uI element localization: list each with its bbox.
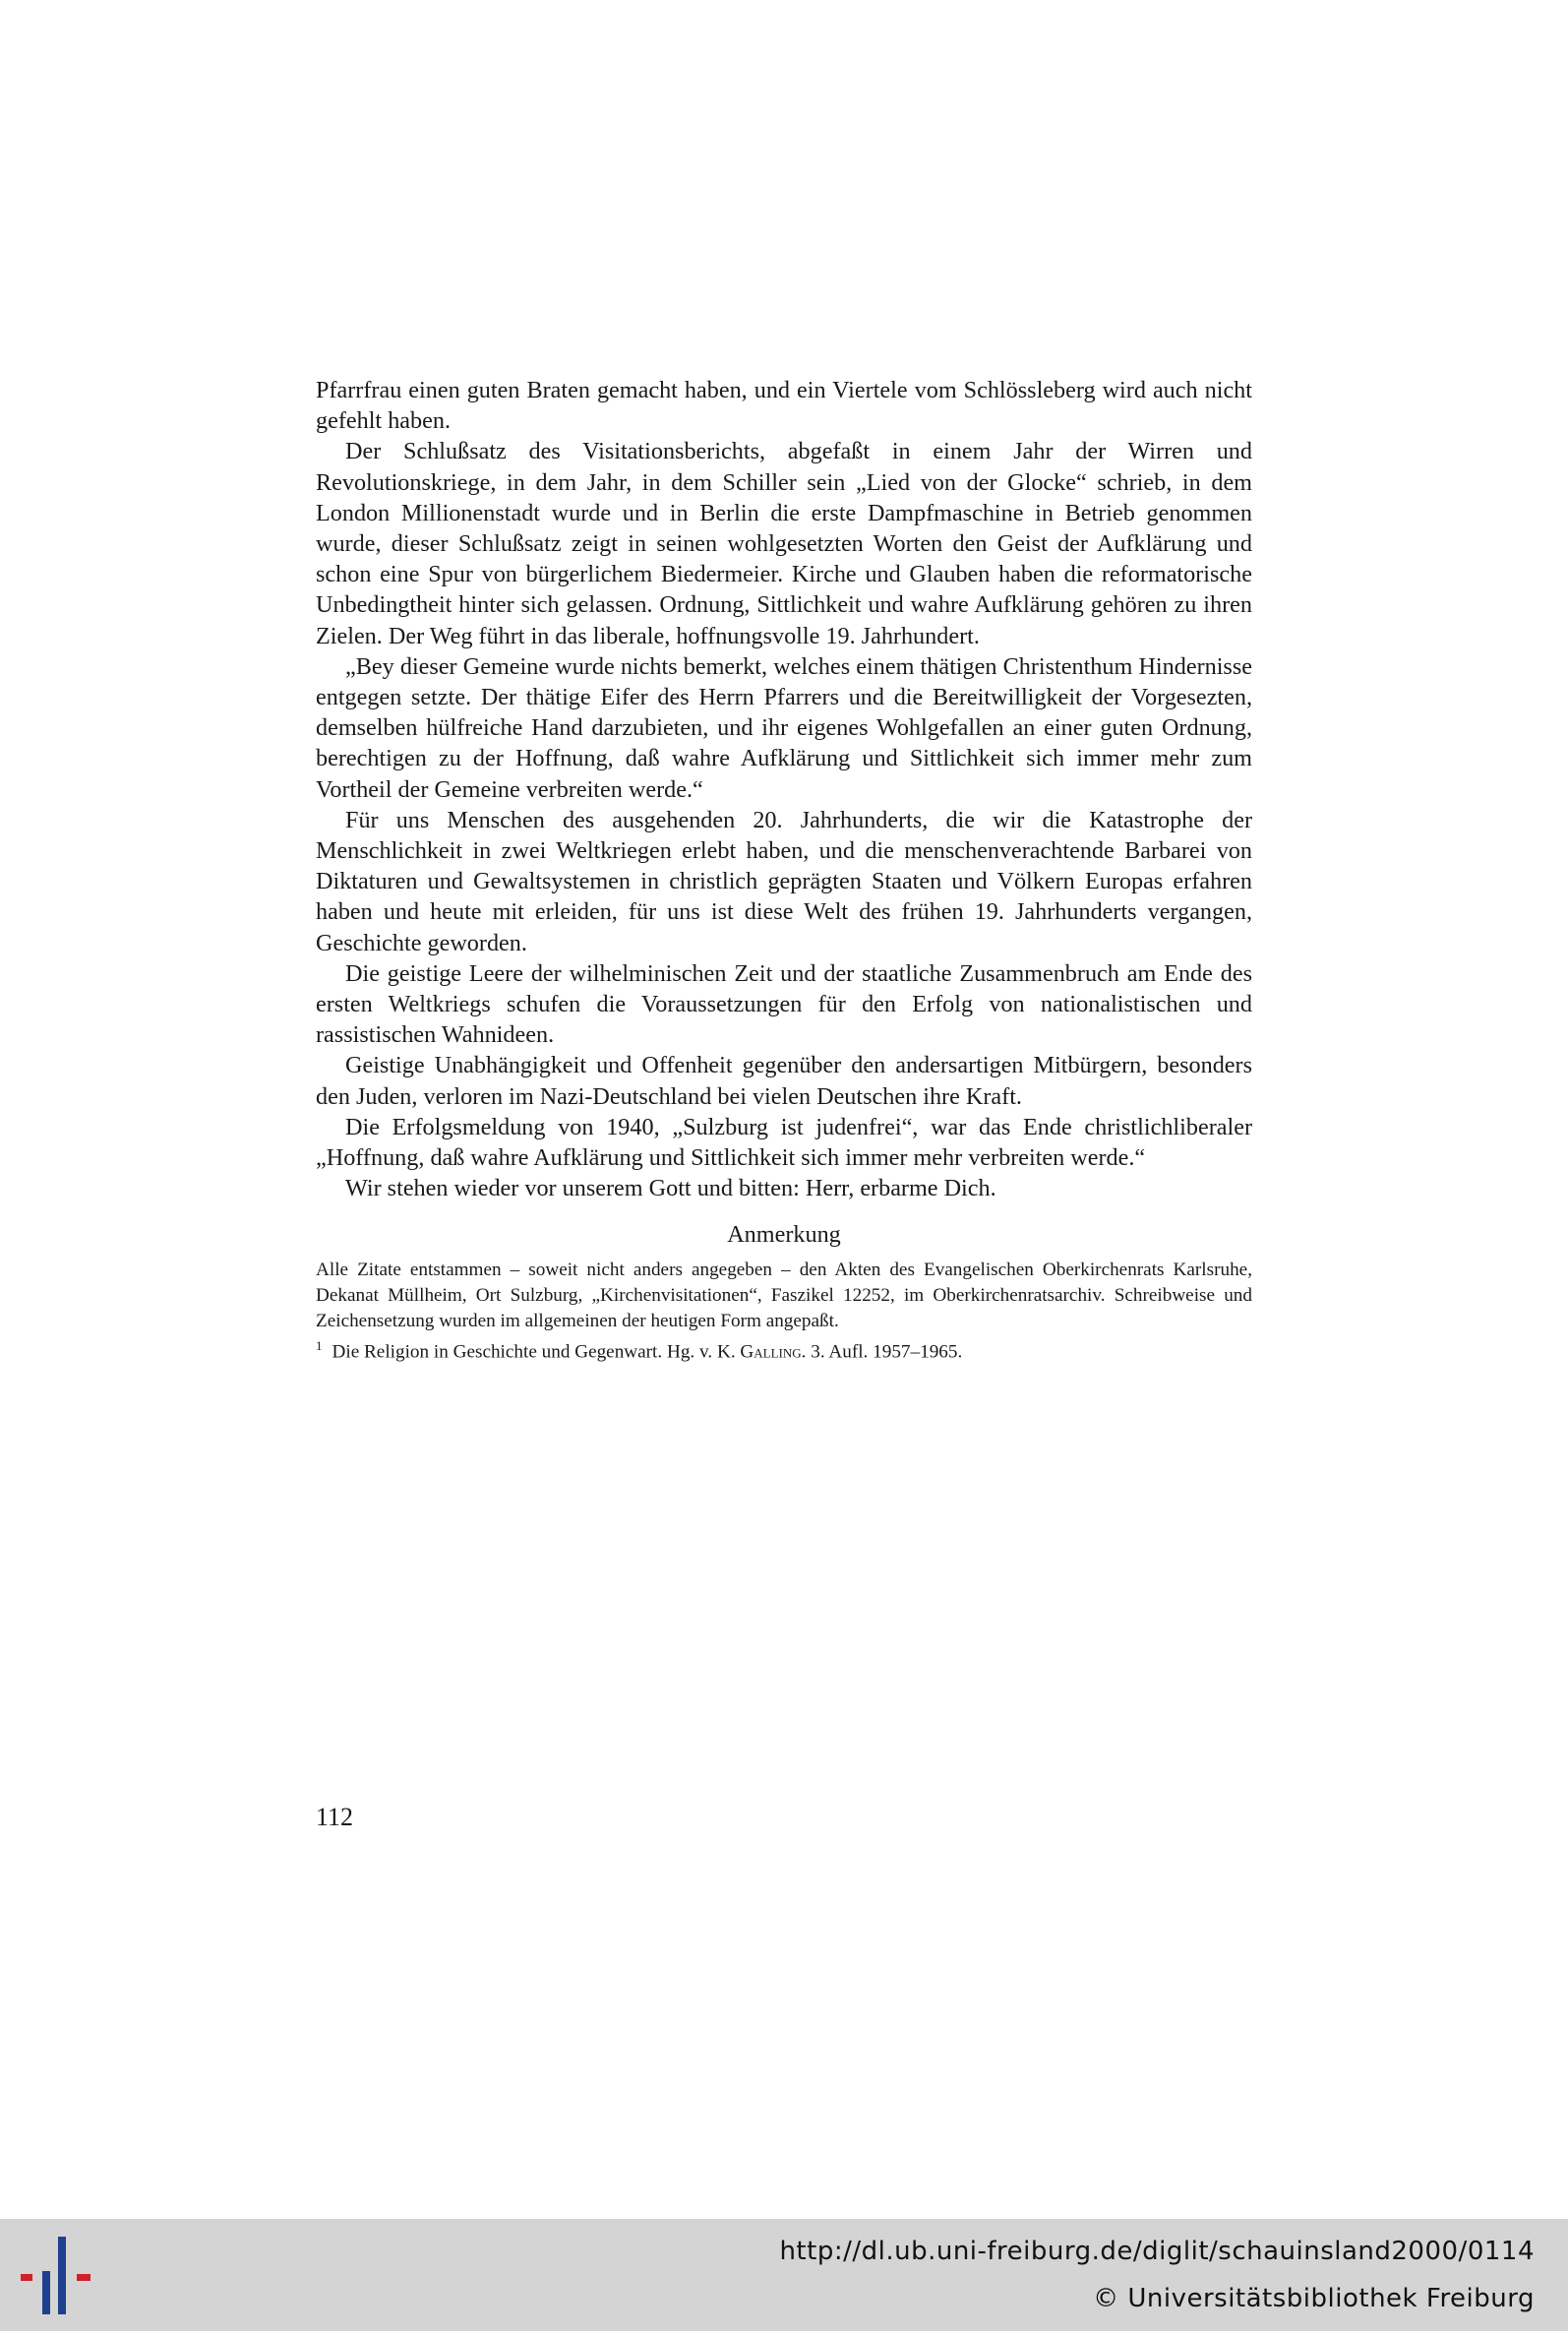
footnote-1: [316, 1333, 1252, 1365]
footnote-author: Galling: [740, 1341, 802, 1363]
footer-bar: [0, 2219, 1568, 2331]
paragraph-2: Der Schlußsatz des Visitationsberichts, abgefaßt in einem Jahr der Wirren und Revolutionskriege, in dem Jahr, in dem Schiller sein „Lied von der Glocke“ schrieb, in dem London Millionenstadt wurde und in Berlin die erste Dampfmaschine in Betrieb genommen wurde, dieser Schlußsatz zeigt in seinen wohlgesetzten Worten den Geist der Aufklärung und schon eine Spur von bürgerlichem Biedermeier. Kirche und Glauben haben die reformatorische Unbedingtheit hinter sich gelassen. Ordnung, Sittlichkeit und wahre Aufklärung gehören zu ihren Zielen. Der Weg führt in das liberale, hoffnungsvolle 19. Jahrhundert.: [316, 438, 1252, 649]
footnote-text-before: Die Religion in Geschichte und Gegenwart. Hg. v. K.: [332, 1341, 741, 1363]
paragraph-6: Geistige Unabhängigkeit und Offenheit gegenüber den andersartigen Mitbürgern, besonders den Juden, verloren im Nazi-Deutschland bei vielen Deutschen ihre Kraft.: [316, 1052, 1252, 1110]
library-logo-icon: [0, 2219, 108, 2331]
notes-intro: Alle Zitate entstammen – soweit nicht anders angegeben – den Akten des Evangelischen Oberkirchenrats Karlsruhe, Dekanat Müllheim, Ort Sulzburg, „Kirchenvisitationen“, Faszikel 12252, im Oberkirchenratsarchiv. Schreibweise und Zeichensetzung wurden im allgemeinen der heutigen Form angepaßt.: [316, 1260, 1252, 1331]
paragraph-8: Wir stehen wieder vor unserem Gott und bitten: Herr, erbarme Dich.: [345, 1175, 996, 1202]
paragraph-4: Für uns Menschen des ausgehenden 20. Jahrhunderts, die wir die Katastrophe der Menschlichkeit in zwei Weltkriegen erlebt haben, und die menschenverachtende Barbarei von Diktaturen und Gewaltsystemen in christlich geprägten Staaten und Völkern Europas erfahren haben und heute mit erleiden, für uns ist diese Welt des frühen 19. Jahrhunderts vergangen, Geschichte geworden.: [316, 806, 1252, 956]
notes-section: [316, 1258, 1252, 1365]
paragraph-1: Pfarrfrau einen guten Braten gemacht haben, und ein Viertele vom Schlössleberg wird auch nicht gefehlt haben.: [316, 377, 1252, 435]
footnote-marker: 1: [316, 1338, 323, 1354]
paragraph-3: „Bey dieser Gemeine wurde nichts bemerkt, welches einem thätigen Christenthum Hindernisse entgegen setzte. Der thätige Eifer des Herrn Pfarrers und die Bereitwilligkeit der Vorgesezten, demselben hülfreiche Hand darzubieten, und ihr eigenes Wohlgefallen an einer guten Ordnung, berechtigen zu der Hoffnung, daß wahre Aufklärung und Sittlichkeit sich immer mehr zum Vortheil der Gemeine verbreiten werde.“: [316, 652, 1252, 803]
page-number: 112: [316, 1803, 354, 1831]
paragraph-5: Die geistige Leere der wilhelminischen Zeit und der staatliche Zusammenbruch am Ende des ersten Weltkriegs schufen die Voraussetzungen für den Erfolg von nationalistischen und rassistischen Wahnideen.: [316, 959, 1252, 1049]
text-block: [316, 375, 1252, 1365]
notes-heading: Anmerkung: [727, 1221, 841, 1249]
footer-copyright: © Universitätsbibliothek Freiburg: [1093, 2284, 1535, 2313]
footnote-text-after: . 3. Aufl. 1957–1965.: [801, 1341, 963, 1363]
footer-url-link[interactable]: http://dl.ub.uni-freiburg.de/diglit/schauinsland2000/0114: [779, 2237, 1535, 2266]
paragraph-7: Die Erfolgsmeldung von 1940, „Sulzburg ist judenfrei“, war das Ende christlichliberaler „Hoffnung, daß wahre Aufklärung und Sittlichkeit sich immer mehr verbreiten werde.“: [316, 1113, 1252, 1172]
